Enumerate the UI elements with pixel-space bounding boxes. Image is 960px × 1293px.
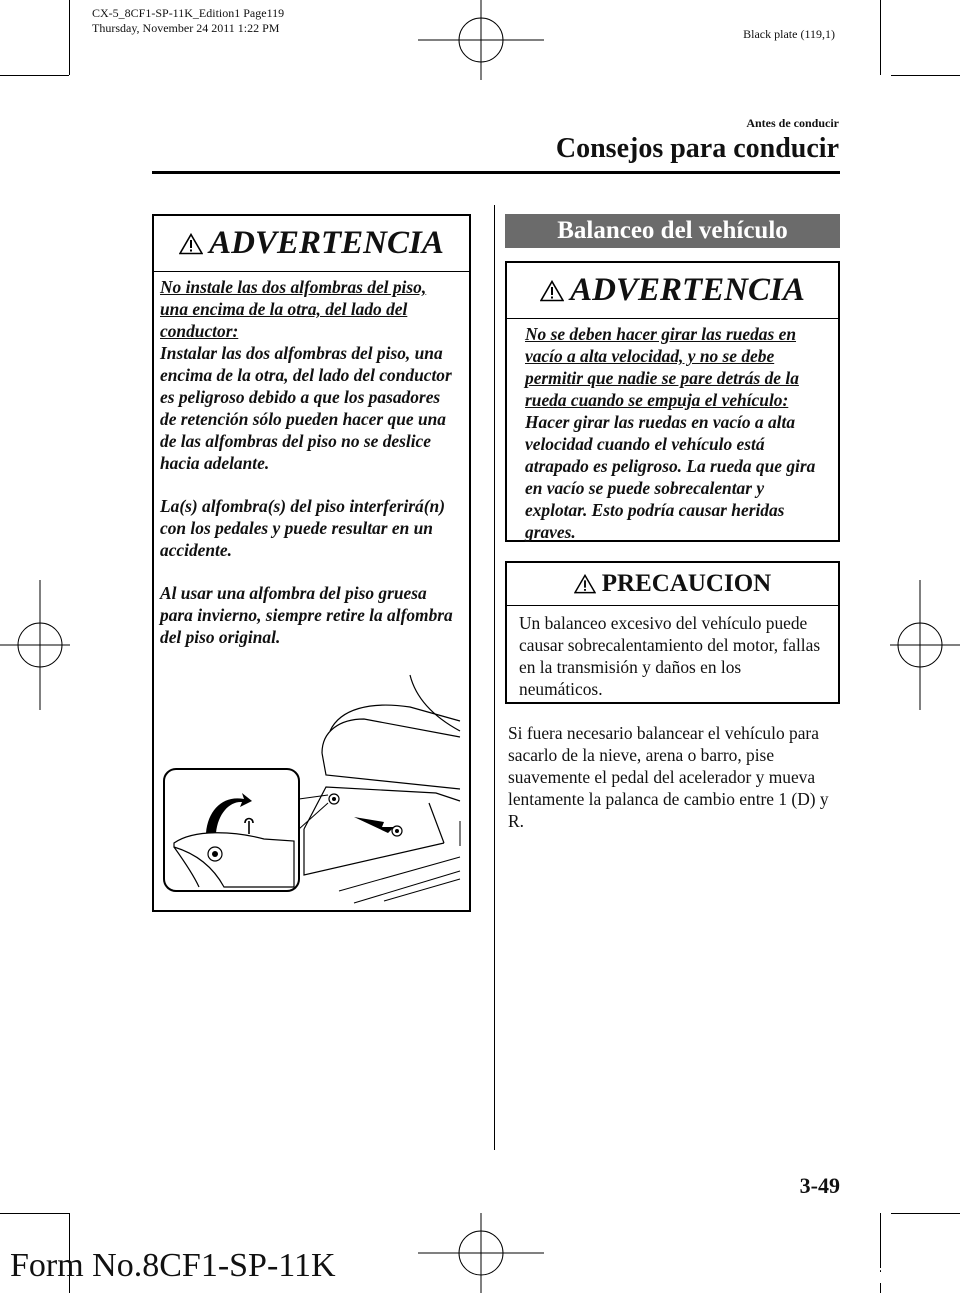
warning-body: Hacer girar las ruedas en vacío a alta velocidad cuando el vehículo está atrapado es peligroso. La rueda que gira en vacío se puede sobrecalentar y explotar. Esto podría causar heridas graves. [525, 412, 816, 542]
crosshair-left-icon [0, 580, 70, 710]
print-metadata [92, 6, 284, 36]
section-banner: Balanceo del vehículo [505, 214, 840, 248]
watermark: carmanualsonline.info [735, 1266, 948, 1288]
warning-box-wheel-spin [505, 261, 840, 542]
warning-content [507, 319, 838, 543]
caution-body: Un balanceo excesivo del vehículo puede causar sobrecalentamiento del motor, fallas en la transmisión y daños en los neumáticos. [519, 613, 821, 699]
crosshair-right-icon [890, 580, 960, 710]
floor-mat-illustration [154, 671, 469, 911]
header-rule [152, 171, 840, 174]
form-number: Form No.8CF1-SP-11K [10, 1247, 336, 1284]
caution-box [505, 561, 840, 704]
warning-triangle-icon [540, 280, 564, 302]
warning-header [154, 216, 469, 272]
crosshair-bottom-icon [418, 1213, 544, 1293]
plate-label: Black plate (119,1) [743, 27, 835, 41]
warning-content [154, 272, 469, 648]
chapter-label: Antes de conducir [746, 116, 839, 130]
caution-title: PRECAUCION [601, 570, 772, 597]
crosshair-top-icon [418, 0, 544, 80]
section-title: Consejos para conducir [555, 133, 839, 164]
warning-paragraph-3: Al usar una alfombra del piso gruesa para invierno, siempre retire la alfombra del piso original. [160, 583, 453, 647]
print-meta-line1: CX-5_8CF1-SP-11K_Edition1 Page119 [92, 6, 285, 20]
print-meta-line2: Thursday, November 24 2011 1:22 PM [92, 21, 280, 35]
warning-underline-text: No se deben hacer girar las ruedas en vacío a alta velocidad, y no se debe permitir que nadie se pare detrás de la rueda cuando se empuja el vehículo: [525, 324, 799, 410]
body-paragraph: Si fuera necesario balancear el vehículo para sacarlo de la nieve, arena o barro, pise suavemente el pedal del acelerador y mueva lentamente la palanca de cambio entre 1 (D) y R. [508, 723, 829, 831]
warning-title: ADVERTENCIA [570, 272, 805, 308]
page-number: 3-49 [799, 1173, 840, 1198]
caution-header [507, 563, 838, 606]
column-divider [494, 205, 495, 1150]
warning-paragraph-2: La(s) alfombra(s) del piso interferirá(n) con los pedales y puede resultar en un accidente. [160, 496, 445, 560]
warning-header [507, 263, 838, 319]
warning-paragraph-1: Instalar las dos alfombras del piso, una encima de la otra, del lado del conductor es peligroso debido a que los pasadores de retención sólo pueden hacer que una de las alfombras del piso no se deslice hacia adelante. [160, 343, 452, 473]
caution-triangle-icon [574, 574, 596, 594]
warning-title: ADVERTENCIA [209, 225, 444, 261]
warning-triangle-icon [179, 233, 203, 255]
warning-box-floor-mats [152, 214, 471, 912]
warning-underline-text: No instale las dos alfombras del piso, una encima de la otra, del lado del conductor: [160, 277, 427, 341]
